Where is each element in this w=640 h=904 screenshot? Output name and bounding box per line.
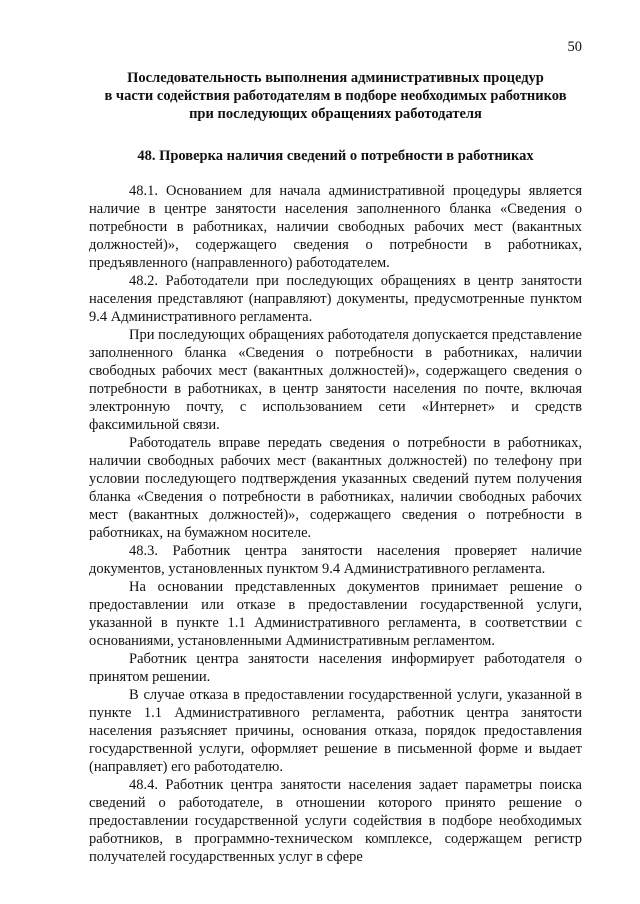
paragraph: В случае отказа в предоставлении государственной услуги, указанной в пункте 1.1 Административного регламента, работник центра занятости населения разъясняет причины, основания отказа, порядок предоставления государственной услуги, оформляет решение в письменной форме и выдает (направляет) его работодателю. (89, 687, 582, 775)
paragraph: Работник центра занятости населения информирует работодателя о принятом решении. (89, 651, 582, 685)
paragraph: 48.2. Работодатели при последующих обращениях в центр занятости населения представляют (направляют) документы, предусмотренные пунктом 9.4 Административного регламента. (89, 273, 582, 325)
heading-line: Последовательность выполнения административных процедур (127, 70, 544, 86)
document-heading (89, 69, 582, 123)
paragraph: При последующих обращениях работодателя допускается представление заполненного бланка «Сведения о потребности в работниках, наличии свободных рабочих мест (вакантных должностей)», содержащего сведения о потребности в работниках, в центр занятости населения по почте, включая электронную почту, с использованием сети «Интернет» и средств факсимильной связи. (89, 327, 582, 433)
page-number: 50 (567, 39, 582, 55)
paragraph: 48.1. Основанием для начала административной процедуры является наличие в центре занятости населения заполненного бланка «Сведения о потребности в работниках, наличии свободных рабочих мест (вакантных должностей)», содержащего сведения о потребности в работниках, предъявленного (направленного) работодателем. (89, 183, 582, 271)
heading-line: в части содействия работодателям в подборе необходимых работников (104, 88, 567, 104)
section-title: 48. Проверка наличия сведений о потребности в работниках (137, 148, 534, 164)
document-body (89, 182, 582, 866)
paragraph: 48.3. Работник центра занятости населения проверяет наличие документов, установленных пунктом 9.4 Административного регламента. (89, 543, 582, 577)
paragraph: На основании представленных документов принимает решение о предоставлении или отказе в предоставлении государственной услуги, указанной в пункте 1.1 Административного регламента, в соответствии с основаниями, установленными Административным регламентом. (89, 579, 582, 649)
heading-line: при последующих обращениях работодателя (189, 106, 482, 122)
paragraph: Работодатель вправе передать сведения о потребности в работниках, наличии свободных рабочих мест (вакантных должностей) по телефону при условии последующего подтверждения указанных сведений путем получения бланка «Сведения о потребности в работниках, наличии свободных рабочих мест (вакантных должностей)», содержащего сведения о потребности в работниках, на бумажном носителе. (89, 435, 582, 541)
paragraph: 48.4. Работник центра занятости населения задает параметры поиска сведений о работодателе, в отношении которого принято решение о предоставлении государственной услуги содействия в подборе необходимых работников, в программно-техническом комплексе, содержащем регистр получателей государственных услуг в сфере (89, 777, 582, 865)
